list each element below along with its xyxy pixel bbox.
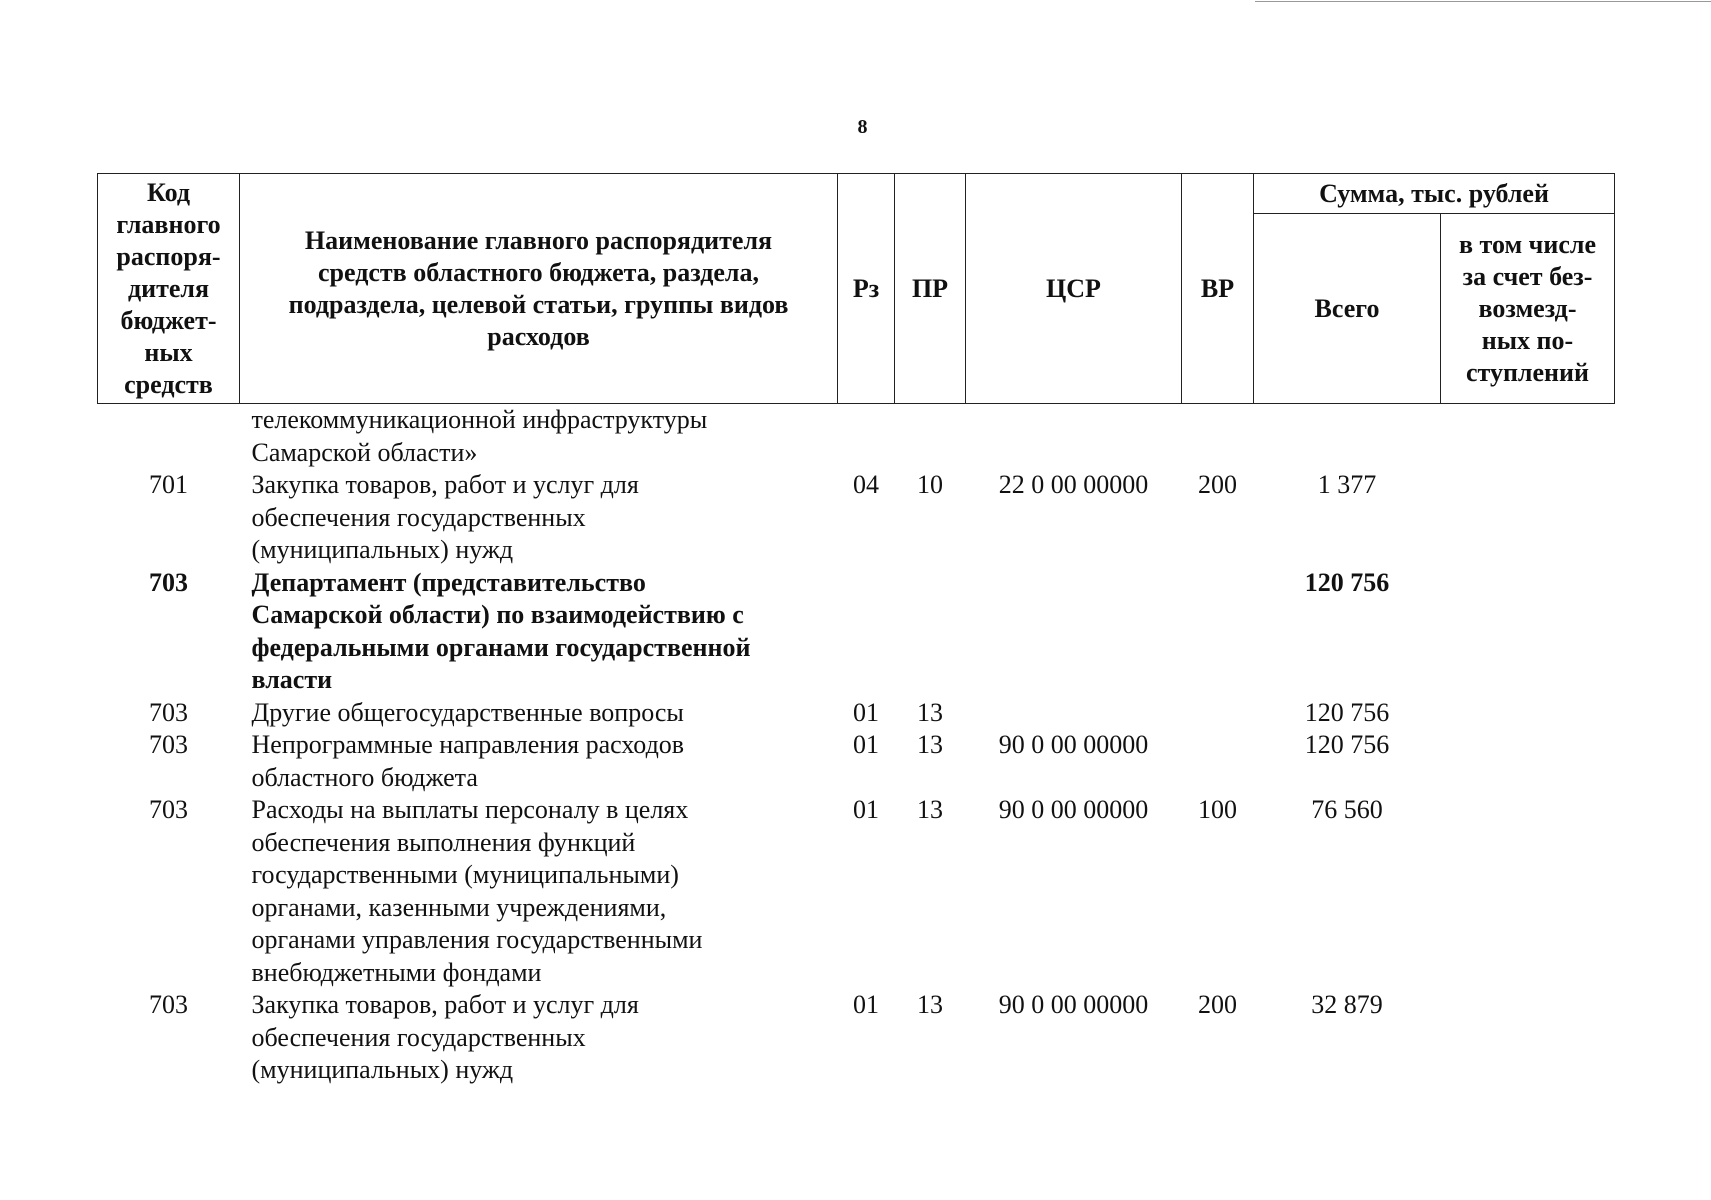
name-line: (муниципальных) нужд <box>251 1055 514 1084</box>
code-cell: 703 <box>149 795 188 824</box>
pr-cell: 13 <box>917 795 943 824</box>
header-total: Всего <box>1254 214 1441 404</box>
header-name-line: Наименование главного распорядителя <box>304 225 773 255</box>
header-code-line: распоря- <box>116 241 221 271</box>
header-name-line: подраздела, целевой статьи, группы видов <box>288 289 789 319</box>
pr-cell: 13 <box>917 990 943 1019</box>
header-code-line: ных <box>144 337 193 367</box>
pr-cell: 10 <box>917 470 943 499</box>
total-cell: 32 879 <box>1311 990 1383 1019</box>
name-line: обеспечения государственных <box>251 502 586 532</box>
header-free-line: за счет без- <box>1462 261 1593 291</box>
free-cell <box>1441 989 1615 1087</box>
budget-table <box>97 173 1615 1087</box>
table-row <box>98 697 1615 730</box>
name-line: областного бюджета <box>251 762 478 792</box>
vr-cell: 200 <box>1198 470 1237 499</box>
total-cell: 120 756 <box>1304 567 1390 597</box>
header-name-line: средств областного бюджета, раздела, <box>318 257 759 287</box>
code-cell: 703 <box>149 697 188 727</box>
name-line: Закупка товаров, работ и услуг для <box>251 990 639 1019</box>
name-line: Самарской области) по взаимодействию с <box>251 600 744 629</box>
table-row <box>98 989 1615 1087</box>
total-cell: 120 756 <box>1304 697 1390 727</box>
header-vr: ВР <box>1182 174 1254 404</box>
free-cell <box>1441 469 1615 567</box>
name-line: обеспечения выполнения функций <box>251 827 636 857</box>
free-cell <box>1441 567 1615 697</box>
vr-cell: 200 <box>1198 990 1237 1019</box>
header-name-line: расходов <box>487 321 590 351</box>
name-line: (муниципальных) нужд <box>251 535 514 564</box>
vr-cell <box>1182 697 1254 730</box>
header-code-line: бюджет- <box>120 305 217 335</box>
table-row <box>98 567 1615 697</box>
name-line: Расходы на выплаты персоналу в целях <box>251 795 689 824</box>
csr-cell <box>966 567 1182 697</box>
scan-edge-line <box>1255 1 1711 2</box>
rz-cell: 01 <box>853 990 879 1019</box>
csr-cell <box>966 697 1182 730</box>
name-cell <box>240 404 838 470</box>
pr-cell: 13 <box>917 697 943 727</box>
vr-cell <box>1182 567 1254 697</box>
name-line: телекоммуникационной инфраструктуры <box>251 405 708 434</box>
total-cell: 1 377 <box>1317 470 1377 499</box>
table-row <box>98 729 1615 794</box>
free-cell <box>1441 697 1615 730</box>
header-free-line: возмезд- <box>1478 293 1577 323</box>
pr-cell <box>895 567 966 697</box>
name-line: Самарской области» <box>251 437 478 467</box>
free-cell <box>1441 794 1615 989</box>
code-cell: 703 <box>149 567 188 597</box>
csr-cell: 90 0 00 00000 <box>998 990 1149 1019</box>
header-free-line: ступлений <box>1465 357 1590 387</box>
table-header <box>98 174 1615 404</box>
rz-cell: 04 <box>853 470 879 499</box>
code-cell: 701 <box>149 470 188 499</box>
name-line: органами управления государственными <box>251 925 703 954</box>
csr-cell: 22 0 00 00000 <box>998 470 1149 499</box>
header-rz: Рз <box>838 174 895 404</box>
vr-cell <box>1182 404 1254 470</box>
pr-cell <box>895 404 966 470</box>
name-cell <box>240 989 838 1087</box>
pr-cell: 13 <box>917 730 943 759</box>
csr-cell: 90 0 00 00000 <box>998 730 1149 759</box>
name-line: обеспечения государственных <box>251 1022 586 1052</box>
header-csr: ЦСР <box>966 174 1182 404</box>
rz-cell <box>838 567 895 697</box>
header-code-line: средств <box>124 369 213 399</box>
page-number: 8 <box>857 116 868 138</box>
header-code-line: главного <box>116 209 221 239</box>
header-free-line: в том числе <box>1459 229 1596 259</box>
name-line: Закупка товаров, работ и услуг для <box>251 470 639 499</box>
header-sum-group: Сумма, тыс. рублей <box>1254 174 1615 214</box>
vr-cell <box>1182 729 1254 794</box>
name-line: Департамент (представительство <box>251 567 646 597</box>
header-free-line: ных по- <box>1481 325 1574 355</box>
header-pr: ПР <box>895 174 966 404</box>
csr-cell: 90 0 00 00000 <box>998 795 1149 824</box>
header-code <box>98 174 240 404</box>
rz-cell: 01 <box>853 730 879 759</box>
name-line: государственными (муниципальными) <box>251 860 679 889</box>
vr-cell: 100 <box>1198 795 1237 824</box>
header-code-line: дителя <box>127 273 210 303</box>
name-cell <box>240 567 838 697</box>
name-cell <box>240 794 838 989</box>
total-cell: 76 560 <box>1311 795 1383 824</box>
name-line: органами, казенными учреждениями, <box>251 892 667 922</box>
rz-cell <box>838 404 895 470</box>
total-cell <box>1254 404 1441 470</box>
header-code-line: Код <box>147 177 190 207</box>
name-cell <box>240 729 838 794</box>
free-cell <box>1441 729 1615 794</box>
code-cell: 703 <box>149 730 188 759</box>
code-cell: 703 <box>149 990 188 1019</box>
name-line: власти <box>251 665 333 694</box>
code-cell <box>98 404 240 470</box>
total-cell: 120 756 <box>1304 730 1390 759</box>
table-row <box>98 404 1615 470</box>
table-body <box>98 404 1615 1087</box>
rz-cell: 01 <box>853 795 879 824</box>
table-row <box>98 794 1615 989</box>
name-line: федеральными органами государственной <box>251 632 751 662</box>
table-row <box>98 469 1615 567</box>
rz-cell: 01 <box>853 697 879 727</box>
name-line: Другие общегосударственные вопросы <box>251 697 684 727</box>
name-line: Непрограммные направления расходов <box>251 730 685 759</box>
header-free <box>1441 214 1615 404</box>
name-line: внебюджетными фондами <box>251 957 542 987</box>
free-cell <box>1441 404 1615 470</box>
header-name <box>240 174 838 404</box>
csr-cell <box>966 404 1182 470</box>
name-cell <box>240 469 838 567</box>
name-cell <box>240 697 838 730</box>
